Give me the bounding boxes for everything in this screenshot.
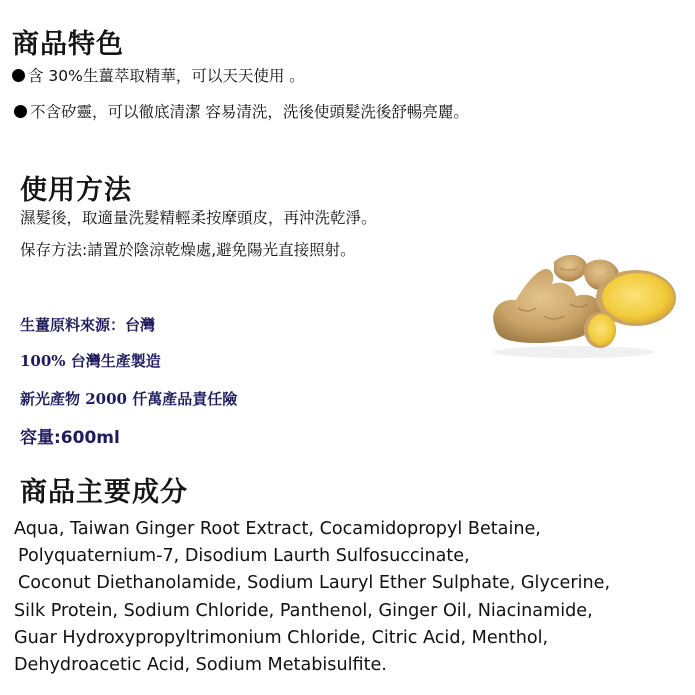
ingredients-line: Aqua, Taiwan Ginger Root Extract, Cocamidopropyl Betaine, bbox=[14, 519, 541, 539]
usage-line-1: 濕髮後，取適量洗髮精輕柔按摩頭皮，再沖洗乾淨。 bbox=[20, 209, 377, 227]
bullet-dot-icon bbox=[12, 69, 25, 82]
ingredients-heading: 商品主要成分 bbox=[20, 477, 188, 508]
storage-line: 保存方法:請置於陰涼乾燥處,避免陽光直接照射。 bbox=[20, 241, 356, 259]
ingredients-line: Silk Protein, Sodium Chloride, Panthenol, Ginger Oil, Niacinamide, bbox=[14, 600, 593, 621]
feature-bullet-1 bbox=[12, 64, 305, 86]
bullet-dot-icon bbox=[14, 105, 27, 118]
ingredients-line: Polyquaternium-7, Disodium Laurth Sulfosuccinate, bbox=[18, 546, 470, 567]
ginger-root-icon bbox=[484, 246, 684, 366]
ingredients-line: Guar Hydroxypropyltrimonium Chloride, Citric Acid, Menthol, bbox=[14, 627, 549, 648]
ingredients-line: Coconut Diethanolamide, Sodium Lauryl Ether Sulphate, Glycerine, bbox=[18, 573, 611, 594]
ingredients-list bbox=[14, 516, 689, 679]
origin-text: 生薑原料來源：台灣 bbox=[20, 316, 156, 334]
insurance-text: 新光產物 2000 仟萬產品責任險 bbox=[20, 390, 238, 408]
capacity-text: 容量:600ml bbox=[20, 428, 120, 448]
feature-bullet-2 bbox=[14, 100, 469, 122]
feature-bullet-2-text: 不含矽靈，可以徹底清潔 容易清洗，洗後使頭髮洗後舒暢亮麗。 bbox=[30, 103, 469, 121]
usage-heading: 使用方法 bbox=[20, 175, 132, 206]
feature-bullet-1-text: 含 30%生薑萃取精華，可以天天使用 。 bbox=[28, 67, 305, 85]
features-heading: 商品特色 bbox=[12, 29, 124, 60]
made-in-text: 100% 台灣生產製造 bbox=[20, 352, 161, 370]
ingredients-line: Dehydroacetic Acid, Sodium Metabisulfite. bbox=[14, 655, 387, 676]
